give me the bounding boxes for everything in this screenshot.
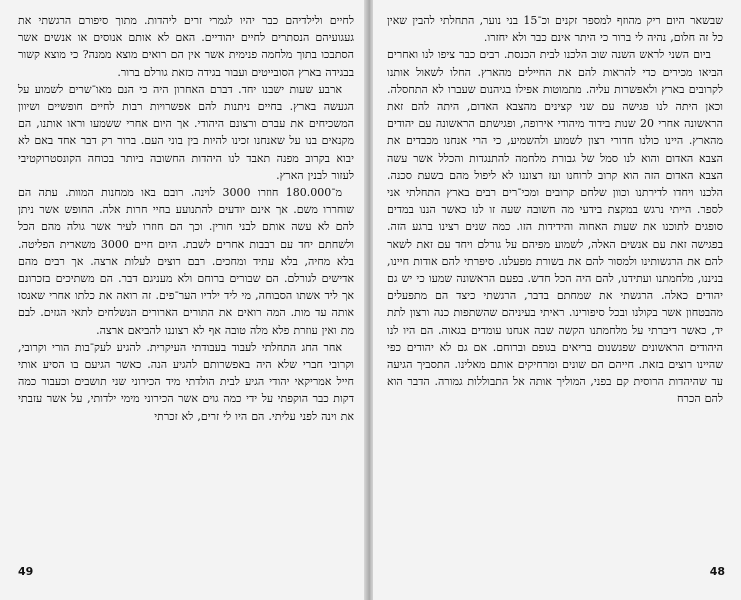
paragraph: אחר החג התחלתי לעבוד בעבודתי העיקרית. להגיע לעק־בות הורי וקרובי, וקרובי חברי שלא היה באפשרותם להגיע הנה. כאשר הגיעם בו הסיע אותי חייל אמריקאי יהודי הגיע לבית הולדתי מיד הכירוני שני תושבים וכעבור כמה דקות כבר הוקפתי על ידי כמה גוים אשר הכירוני מימי ילדותי, על אשר עזבתי את וינה לפני עליתי. הם היו לי זרים, לא זכרתי [18, 340, 354, 423]
paragraph: שבשאר היום ריק מהוזף למספר זקנים וכ־15 בני נוער, התחלתי להבין שאין כל זה חלום, נהיה לי ברור כי היתר אינם כבר ולא יחזרו. [387, 14, 724, 45]
left-page-text [18, 12, 354, 425]
page-number: 48 [709, 565, 725, 578]
right-page-text [387, 12, 723, 408]
left-page [0, 0, 368, 600]
paragraph: ביום השני לראש השנה שוב הלכנו לבית הכנסת. רבים כבר ציפו לנו ואחרים הביאו מכירים כדי להראות להם את החיילים מהארץ. החלו לשאול אותנו לקרובים בארץ ולאפשרות עליה. מתמוטות אפילו בגיהנום שעברו לא התחסלה. וכאן היתה לנו פגישה עם שני קצינים מהצבא האדום, היתה להם זאת הראשונה אחרי 20 שנות בידוד מיהודי אירופה, ופגישתם הראשונה עם יהודים מהארץ. היינו כולנו חדורי רצון לשמוע ולהשמיע, כי הרי אנחנו מכבדים את הצבא האדום והוא לנו סמל של גבורת מלחמה להתנגדות והכלל אשר עשה הצבא האדום הזה הוא קרוב לרוחנו ועז רצוננו לא ליפול מהם בשעת סכנה. הלכנו ויחדו לדירתנו וכוון שלחם קרובים ומכי־רים רבים בארץ התחלתי אני לספר. הייתי נרגש במקצת בידעי מה חשובה שעה זו לנו כאשר הננו במדים סופגים לתוכנו את שעות האחוה והידידות הזו. כמה שנים רצינו ברגע הזה. בפגישה זאת עם אנשים האלה, לשמוע מפיהם על גורלם ויחד עם זאת לשאר להם את הרגשותינו ולמסור להם את בשורת מפעלנו. סיפרתי להם אודות חיינו, בניננו, מלחמתנו ועתידנו, להם היה הכל חדש. בפעם הראשונה שמעו כי יש גם יהודים כאלה. הרגשתי את שמחתם בדבר, הרגשתי כיצד הם מתפעלים מהבטחון אשר בקולנו ובכל סיפורינו. ראיתי בעיניהם שהשתפות כנה ורצון לתת יד, כאשר דיברתי על מלחמתנו הקשה שבה אנחנו עומדים בגאוה. הם היו לנו היהודים הראשונים שפגשנום בריאים בגופם וברוחם. אם גם לא יהודים כפי שהיינו רוצים בזאת. חייהם הם שונים ומרחיקים אותם מאלינו. התסביך הגיעה עד שהיהדות הרוסית קם בפני, המוליך אותה אל התבוללות גמורה. הדבר הוא להם הכרח [387, 48, 724, 406]
paragraph: לחיים ולילדיהם כבר יהיו לגמרי זרים ליהדות. מתוך סיפורם הרגשתי את געגועיהם הנסתרים לחיים יהודיים. האם לא אותם אנוסים או אנשים אשר הסתבכו בתוך מלחמה פנימית אשר אין הם רואים מוצא ממנה? כי מוצא קשור בבגידה בארץ הסובייטים ועבור בגידה כזאת גורלם ברור. [18, 14, 354, 79]
page-number: 49 [18, 565, 34, 578]
paragraph: מ־180.000 חוזרו 3000 לוינה. רובם באו ממחנות המוות. עתה הם שוחררו משם. אך אינם יודעים להתנועע בחיי חרות אלה. החופש אשר ניתן להם לא עשה אותם לבני חורין. וכך הם חוזרו לעיר אשר גולה מהם הכל ולשחתם יחד עם רבבות אחרים לשבת. היום חיים 3000 משארית הפליטה. בלא מחיה, בלא עתיד ומחכים. רבם רוצים לעלות ארצה. אך רבים מהם אדישים לגורלם. הם שבורים ברוחם ולא מעניגם דבר. הם משתיכים בזכרונם אך ליד אשתו הסבוחה, מי ליד ילדיו הער־פים. זה רואה את כלתו אחרי שאנסו אותה עד מות. המה רואים את התורים הארורים הנשלחים לתאי הגזים. לבם מת ואין עוזרת פלא מלה טובה אף לא רצוננו להביאם ארצה. [18, 186, 354, 337]
paragraph: ארבע שעות ישבנו יחד. דברם האחרון היה כי הנם מאו־שרים לשמוע על הגעשה בארץ. בחיים ניתנות להם אפשרויות רבות לחיים חופשיים ושיוון המשכיחים את עברם ורצונם היהודי. אך היום אחרי ששמעו וראו אותנו, הם מקנאים בנו על שאנחנו זכינו להיות בין בוני העם. ברור רק דבר אחד באם לא יבוא בקרוב מפנה תאבד לנו היהדות החשובה ביותר בכוחה הקונסטרוקטיבי לעזור לבנין הארץ. [18, 82, 354, 182]
right-page [373, 0, 741, 600]
